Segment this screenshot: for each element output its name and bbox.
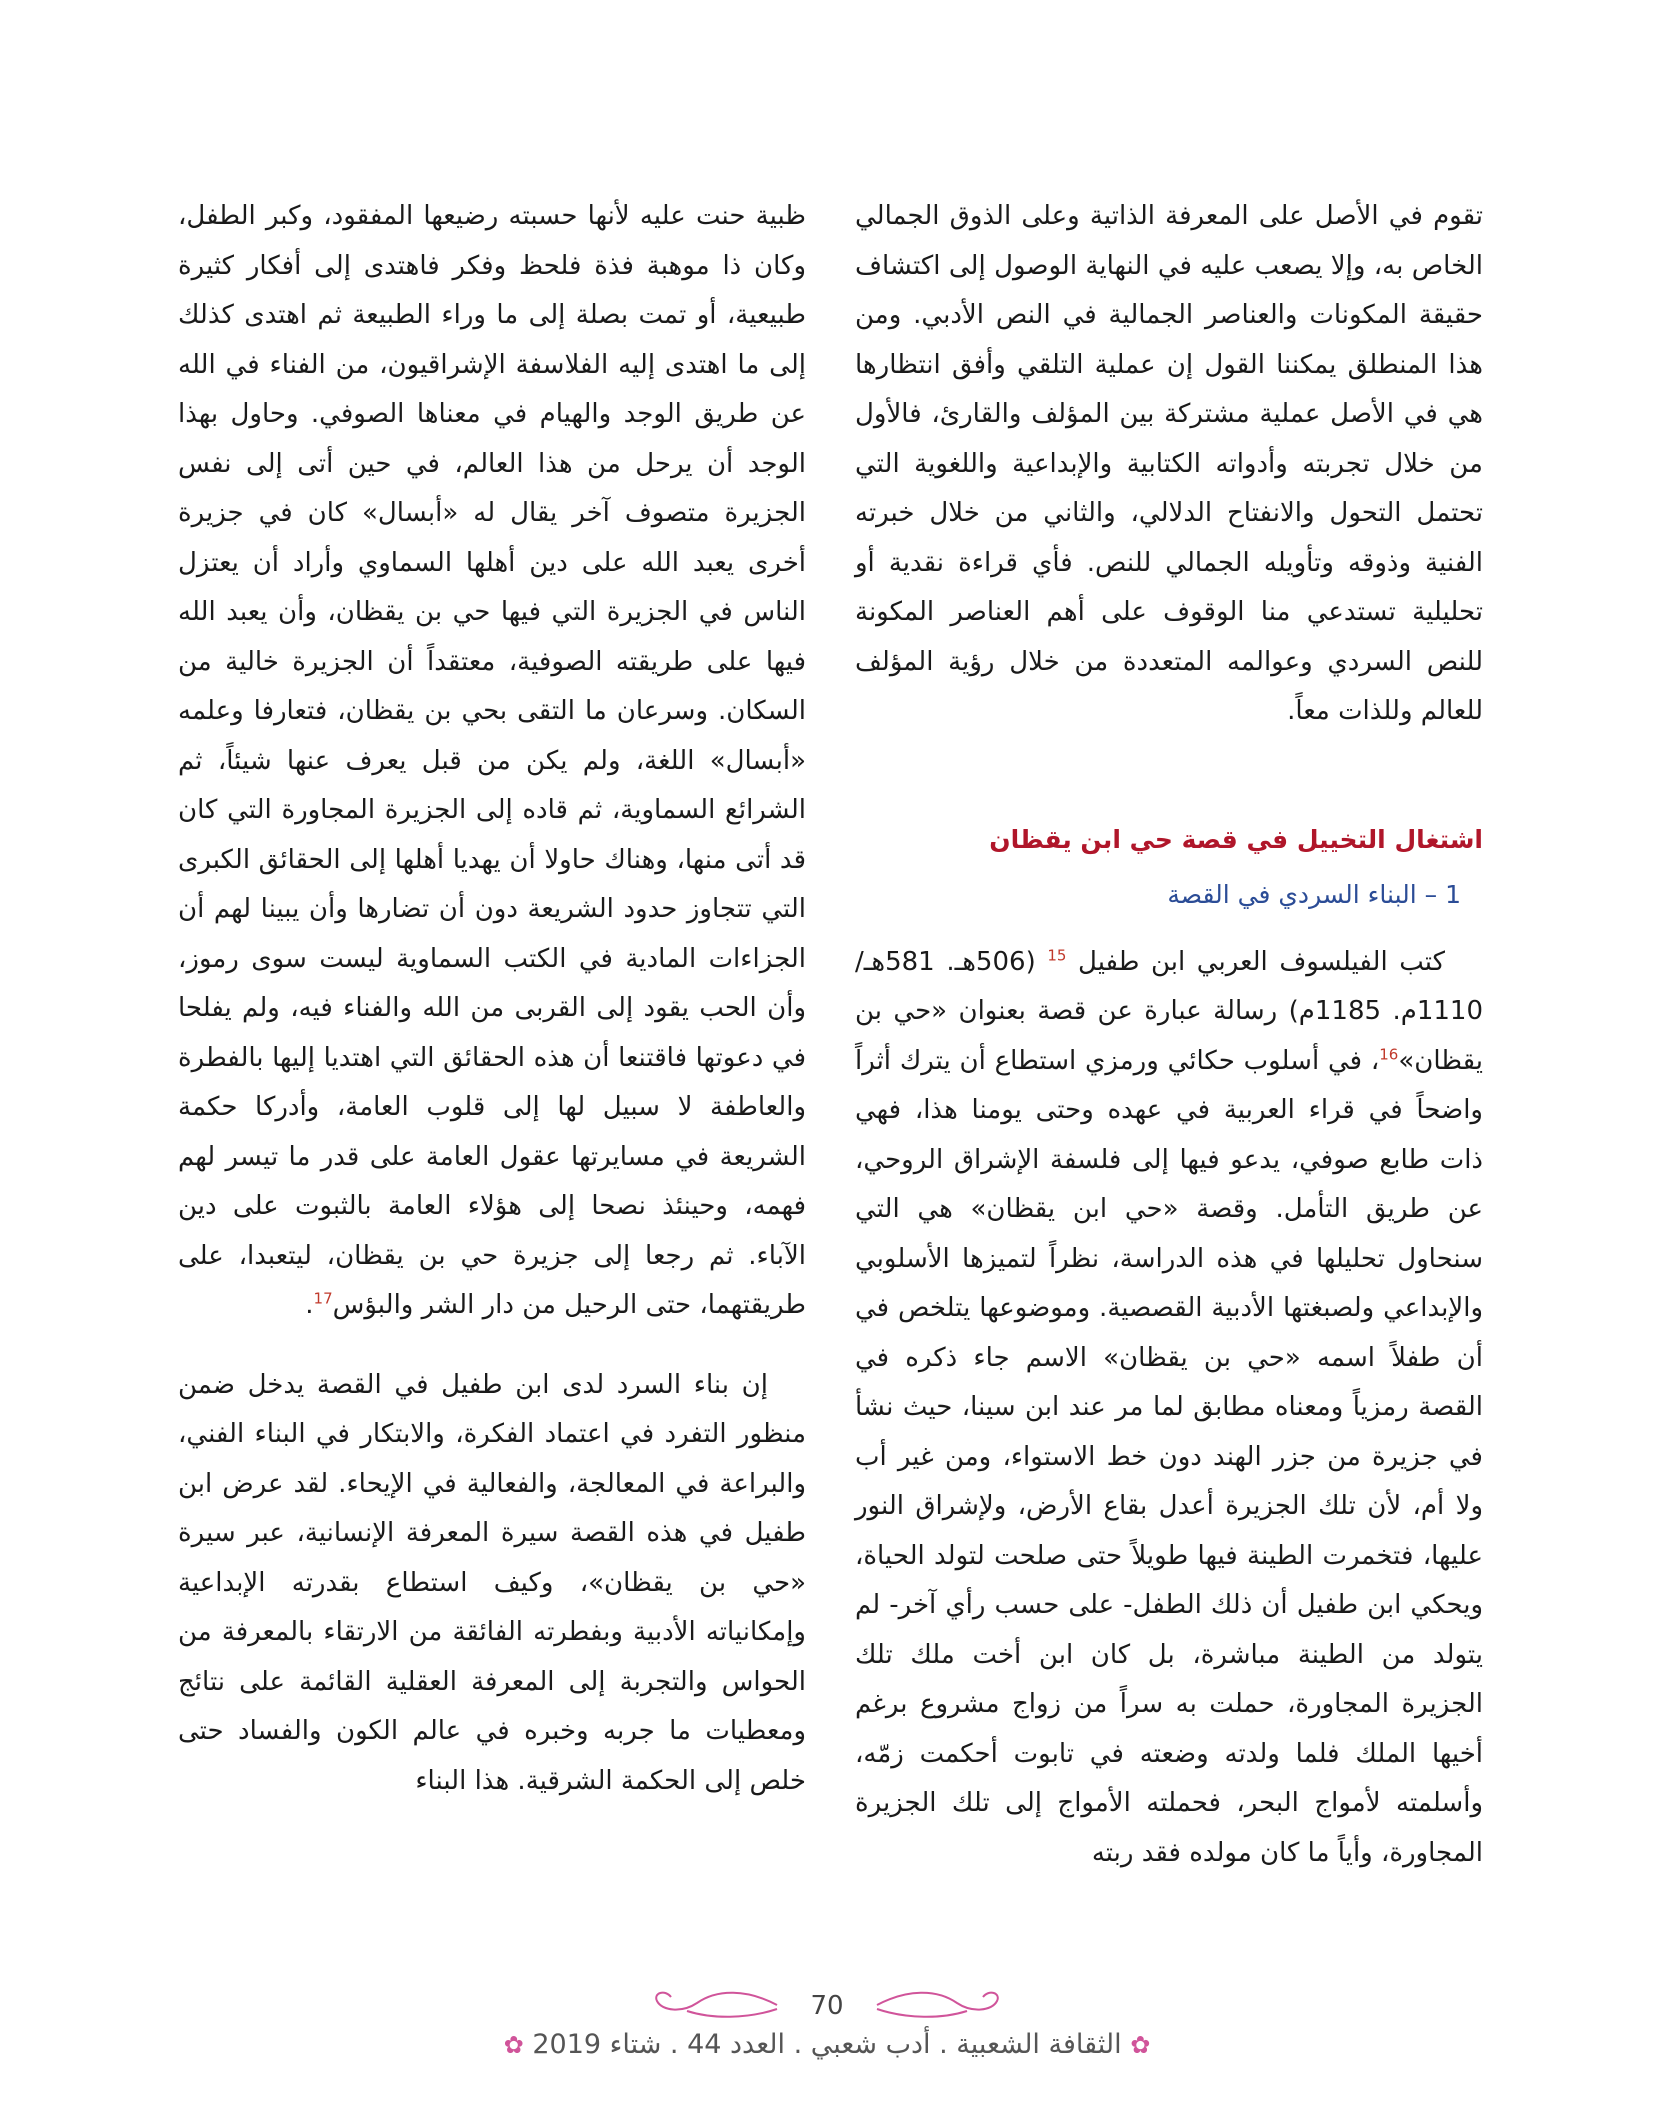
para2-part-a: كتب الفيلسوف العربي ابن طفيل <box>1078 946 1446 977</box>
para2-part-b: (506هـ. 581هـ/ 1110م. 1185م) رسالة عبارة عن قصة بعنوان «حي بن يقظان» <box>855 946 1483 1076</box>
para2-part-c: ، في أسلوب حكائي ورمزي استطاع أن يترك أثراً واضحاً في قراء العربية في عهده وحتى يومنا هذا، فهي ذات طابع صوفي، يدعو فيها إلى فلسفة الإشراق الروحي، عن طريق التأمل. وقصة «حي ابن يقظان» هي التي سنحاول تحليلها في هذه الدراسة، نظراً لتميزها الأسلوبي والإبداعي ولصبغتها الأدبية القصصية. وموضوعها يتلخص في أن طفلاً اسمه «حي بن يقظان» الاسم جاء ذكره في القصة رمزياً ومعناه مطابق لما مر عند ابن سينا، حيث نشأ في جزيرة من جزر الهند دون خط الاستواء، ومن غير أب ولا أم، لأن تلك الجزيرة أعدل بقاع الأرض، ولإشراق النور عليها، فتخمرت الطينة فيها طويلاً حتى صلحت لتولد الحياة، ويحكي ابن طفيل أن ذلك الطفل- على حسب رأي آخر- لم يتولد من الطينة مباشرة، بل كان ابن أخت ملك تلك الجزيرة المجاورة، حملت به سراً من زواج مشروع برغم أخيها الملك فلما ولدته وضعته في تابوت أحكمت زمّه، وأسلمته لأمواج البحر، فحملته الأمواج إلى تلك الجزيرة المجاورة، وأياً ما كان مولده فقد ربته <box>855 1045 1483 1868</box>
flower-icon: ✿ <box>1130 2031 1151 2059</box>
publication-info: الثقافة الشعبية . أدب شعبي . العدد 44 . شتاء 2019 <box>532 2029 1122 2060</box>
left-paragraph-1 <box>178 192 806 1331</box>
footnote-ref-17: 17 <box>313 1289 333 1308</box>
left-paragraph-2: إن بناء السرد لدى ابن طفيل في القصة يدخل ضمن منظور التفرد في اعتماد الفكرة، والابتكار في البناء الفني، والبراعة في المعالجة، والفعالية في الإيحاء. لقد عرض ابن طفيل في هذه القصة سيرة المعرفة الإنسانية، عبر سيرة «حي بن يقظان»، وكيف استطاع بقدرته الإبداعية وإمكانياته الأدبية وبفطرته الفائقة من الارتقاء بالمعرفة من الحواس والتجربة إلى المعرفة العقلية القائمة على نتائج ومعطيات ما جربه وخبره في عالم الكون والفساد حتى خلص إلى الحكمة الشرقية. هذا البناء <box>178 1369 806 1796</box>
right-column <box>855 192 1483 1878</box>
page-footer <box>0 1985 1654 2060</box>
footnote-ref-15: 15 <box>1047 945 1067 964</box>
subsection-heading: 1 – البناء السردي في القصة <box>1167 880 1461 909</box>
right-paragraph-2 <box>855 938 1483 1879</box>
section-heading: اشتغال التخييل في قصة حي ابن يقظان <box>989 824 1483 854</box>
flower-icon: ✿ <box>503 2031 524 2059</box>
right-paragraph-1: تقوم في الأصل على المعرفة الذاتية وعلى الذوق الجمالي الخاص به، وإلا يصعب عليه في النهاية الوصول إلى اكتشاف حقيقة المكونات والعناصر الجمالية في النص الأدبي. ومن هذا المنطلق يمكننا القول إن عملية التلقي وأفق انتظارها هي في الأصل عملية مشتركة بين المؤلف والقارئ، فالأول من خلال تجربته وأدواته الكتابية والإبداعية واللغوية التي تحتمل التحول والانفتاح الدلالي، والثاني من خلال خبرته الفنية وذوقه وتأويله الجمالي للنص. فأي قراءة نقدية أو تحليلية تستدعي منا الوقوف على أهم العناصر المكونة للنص السردي وعوالمه المتعددة من خلال رؤية المؤلف للعالم وللذات معاً. <box>855 201 1483 726</box>
left-para1-text: ظبية حنت عليه لأنها حسبته رضيعها المفقود، وكبر الطفل، وكان ذا موهبة فذة فلحظ وفكر فاهتدى إلى أفكار كثيرة طبيعية، أو تمت بصلة إلى ما وراء الطبيعة ثم اهتدى كذلك إلى ما اهتدى إليه الفلاسفة الإشراقيون، من الفناء في الله عن طريق الوجد والهيام في معناها الصوفي. وحاول بهذا الوجد أن يرحل من هذا العالم، في حين أتى إلى نفس الجزيرة متصوف آخر يقال له «أبسال» كان في جزيرة أخرى يعبد الله على دين أهلها السماوي وأراد أن يعتزل الناس في الجزيرة التي فيها حي بن يقظان، وأن يعبد الله فيها على طريقته الصوفية، معتقداً أن الجزيرة خالية من السكان. وسرعان ما التقى بحي بن يقظان، فتعارفا وعلمه «أبسال» اللغة، ولم يكن من قبل يعرف عنها شيئاً، ثم الشرائع السماوية، ثم قاده إلى الجزيرة المجاورة التي كان قد أتى منها، وهناك حاولا أن يهديا أهلها إلى الحقائق الكبرى التي تتجاوز حدود الشريعة دون أن تضارها وأن يبينا لهم أن الجزاءات المادية في الكتب السماوية ليست سوى رموز، وأن الحب يقود إلى القربى من الله والفناء فيه، ولم يفلحا في دعوتها فاقتنعا أن هذه الحقائق التي اهتديا إليها بالفطرة والعاطفة لا سبيل لها إلى قلوب العامة، وأدركا حكمة الشريعة في مسايرتها عقول العامة على قدر ما تيسر لهم فهمه، وحينئذ نصحا إلى هؤلاء العامة بالثبوت على دين الآباء. ثم رجعا إلى جزيرة حي بن يقظان، ليتعبدا، على طريقتهما، حتى الرحيل من دار الشر والبؤس <box>178 201 806 1320</box>
left-column <box>178 192 806 1806</box>
footer-publication-line <box>0 2029 1654 2060</box>
left-para1-end: . <box>305 1290 314 1320</box>
page-number: 70 <box>810 1991 844 2021</box>
footer-ornament <box>607 1985 1047 2023</box>
footnote-ref-16: 16 <box>1379 1044 1399 1063</box>
